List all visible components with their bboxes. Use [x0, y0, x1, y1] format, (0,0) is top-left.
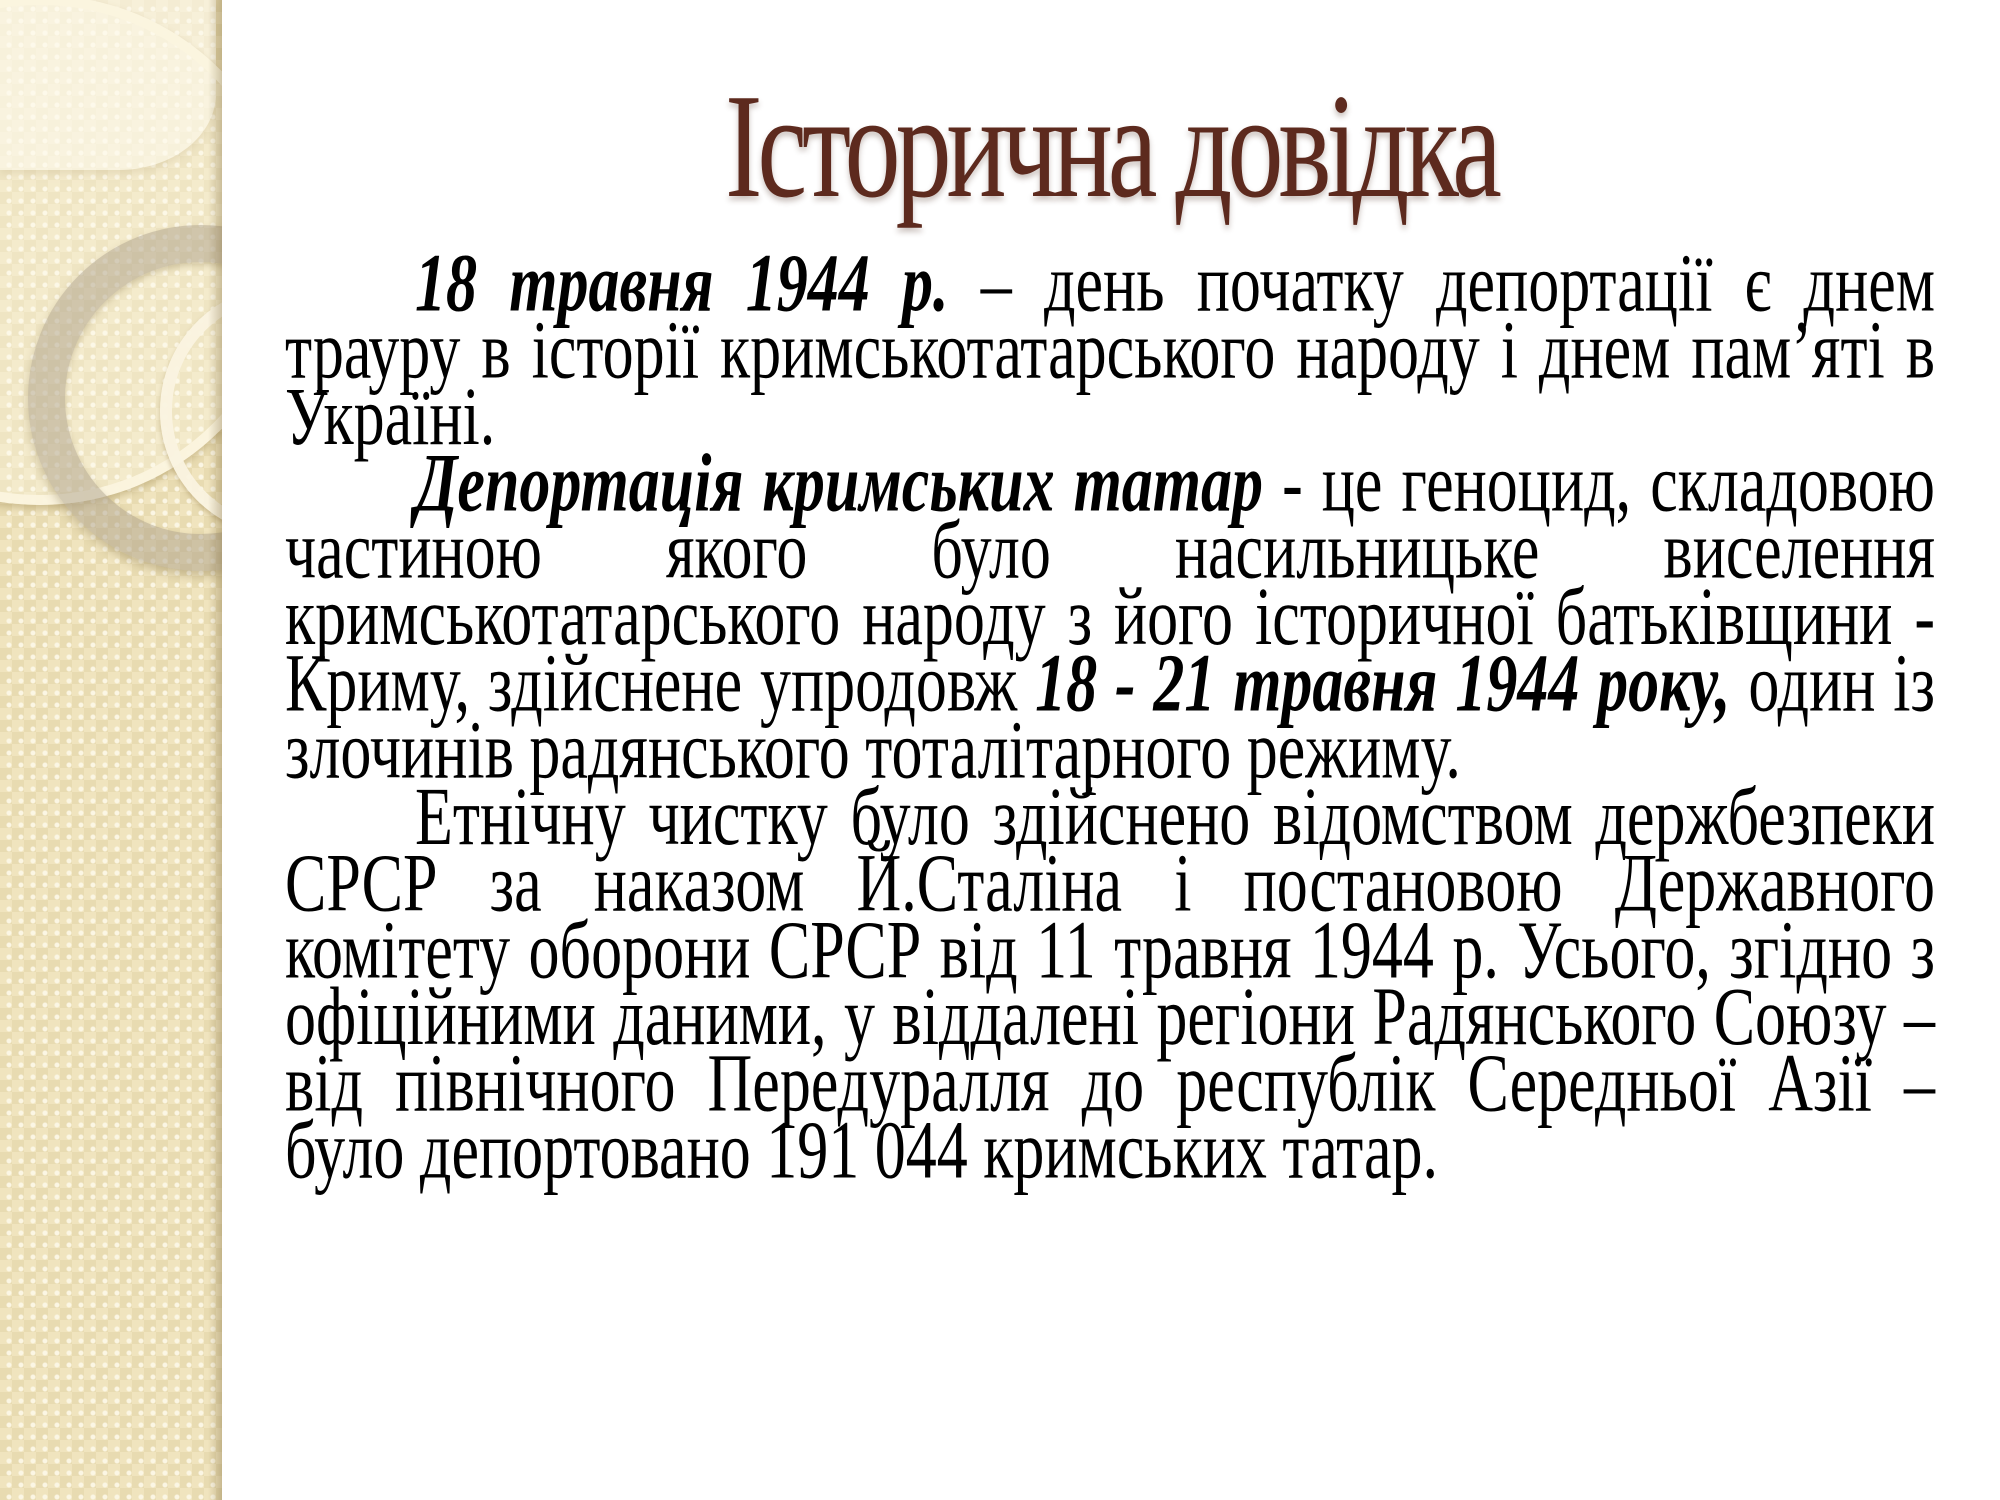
body-paragraph-2: [285, 438, 1936, 796]
body-paragraph-3: [285, 771, 1935, 1196]
text-run: – день початку депортації є днем трауру в історії кримськотатарського народу і днем пам’яті в Україні.: [285, 238, 1935, 463]
slide-body-text: [285, 238, 1936, 1196]
text-run: один із злочинів радянського тоталітарного режиму.: [285, 638, 1935, 796]
date-emphasis-run: 18 травня 1944 р.: [415, 238, 949, 330]
body-paragraph-1: [285, 238, 1935, 463]
decorative-side-band: [0, 0, 222, 1500]
date-emphasis-run: 18 - 21 травня 1944 року,: [1035, 638, 1731, 730]
text-run: Етнічну чистку було здійснено відомством держбезпеки СРСР за наказом Й.Сталіна і постановою Державного комітету оборони СРСР від 11 травня 1944 р. Усього, згідно з офіційними даними, у віддалені регіони Радянського Союзу – від північного Передуралля до республік Середньої Азії – було депортовано 191 044 кримських татар.: [285, 771, 1935, 1196]
slide-content-area: [222, 0, 2000, 1500]
band-edge-shadow: [208, 0, 222, 1500]
slide-title: Історична довідка: [725, 63, 1497, 230]
term-emphasis-run: Депортація кримських татар: [415, 438, 1264, 530]
text-run: - це геноцид, складовою частиною якого було насильницьке виселення кримськотатарського народу з його історичної батьківщини - Криму, здійснене упродовж: [285, 438, 1936, 730]
